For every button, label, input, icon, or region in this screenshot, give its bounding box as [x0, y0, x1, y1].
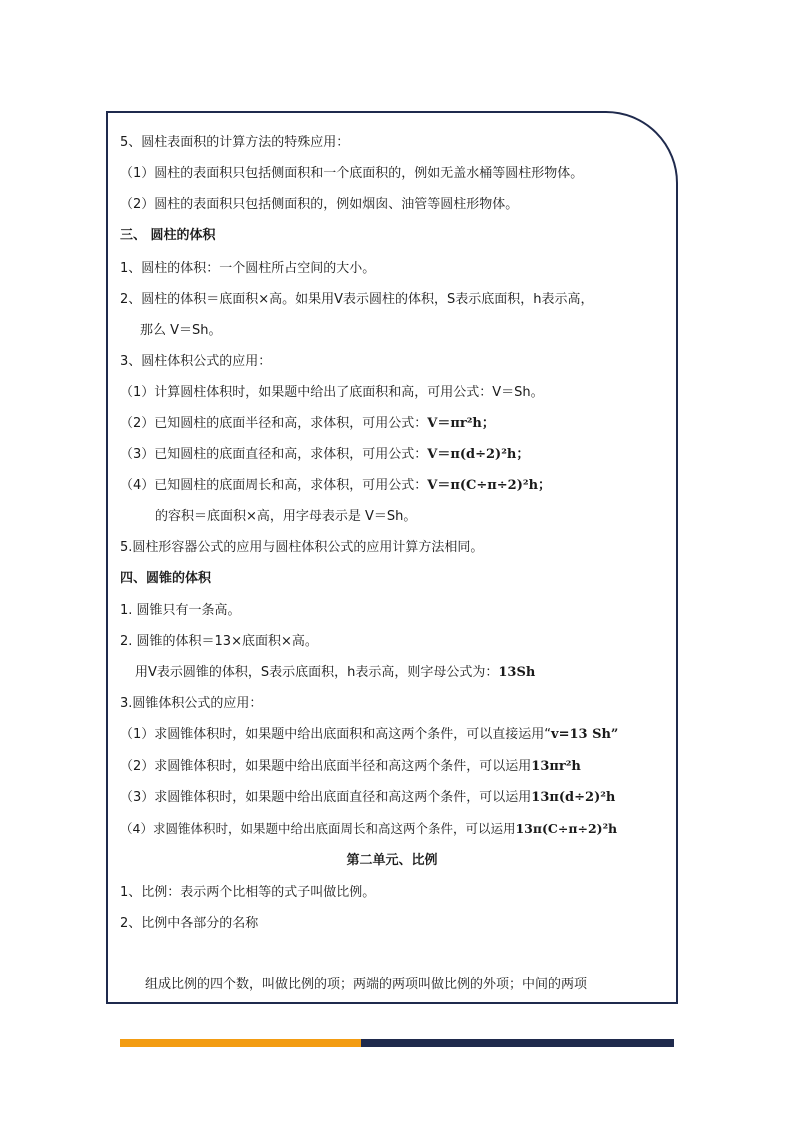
text-line: （1）圆柱的表面积只包括侧面积和一个底面积的，例如无盖水桶等圆柱形物体。 [120, 166, 584, 181]
line-text: 用V表示圆锥的体积，S表示底面积，h表示高，则字母公式为： [135, 665, 499, 680]
text-line: 2、圆柱的体积＝底面积×高。如果用V表示圆柱的体积，S表示底面积，h表示高， [120, 292, 594, 307]
text-line: 5.圆柱形容器公式的应用与圆柱体积公式的应用计算方法相同。 [120, 540, 484, 555]
text-line [120, 415, 495, 433]
text-line: 2. 圆锥的体积＝13×底面积×高。 [120, 634, 318, 649]
text-line: 3.圆锥体积公式的应用： [120, 696, 263, 711]
line-text: （4）求圆锥体积时，如果题中给出底面周长和高这两个条件，可以运用 [120, 821, 516, 836]
line-text: （4）已知圆柱的底面周长和高，求体积，可用公式： [120, 478, 428, 493]
text-line: 1、圆柱的体积：一个圆柱所占空间的大小。 [120, 261, 376, 276]
text-line [120, 820, 617, 838]
line-text: （3）已知圆柱的底面直径和高，求体积，可用公式： [120, 447, 428, 462]
text-line: 1. 圆锥只有一条高。 [120, 603, 241, 618]
text-line: 1、比例：表示两个比相等的式子叫做比例。 [120, 885, 376, 900]
text-line [135, 664, 535, 682]
text-line: 那么 V＝Sh。 [140, 323, 222, 338]
text-line: （1）计算圆柱体积时，如果题中给出了底面积和高，可用公式：V＝Sh。 [120, 385, 544, 400]
formula: 13π(C÷π÷2)²h [515, 821, 618, 836]
formula: 13π(d÷2)²h [531, 790, 616, 805]
formula: 13Sh [498, 665, 536, 680]
text-line: 组成比例的四个数，叫做比例的项；两端的两项叫做比例的外项；中间的两项 [145, 977, 588, 992]
text-line [120, 477, 551, 495]
text-line: 5、圆柱表面积的计算方法的特殊应用： [120, 135, 350, 150]
formula: V＝π(C÷π÷2)²h； [427, 478, 552, 493]
section-heading: 三、 圆柱的体积 [120, 228, 216, 243]
line-text: （1）求圆锥体积时，如果题中给出底面积和高这两个条件，可以直接运用“ [120, 727, 552, 742]
text-line: 2、比例中各部分的名称 [120, 916, 259, 931]
formula: V＝πr²h； [427, 416, 495, 431]
text-line: 3、圆柱体积公式的应用： [120, 354, 272, 369]
line-text: （2）求圆锥体积时，如果题中给出底面半径和高这两个条件，可以运用 [120, 759, 532, 774]
text-line [120, 758, 581, 776]
text-line [120, 726, 618, 744]
text-line [120, 789, 615, 807]
footer-bar-navy [361, 1039, 674, 1047]
formula: V＝π(d÷2)²h； [427, 447, 530, 462]
text-line: （2）圆柱的表面积只包括侧面积的，例如烟囱、油管等圆柱形物体。 [120, 197, 519, 212]
section-heading: 四、圆锥的体积 [120, 571, 212, 586]
unit-heading: 第二单元、比例 [346, 853, 438, 868]
formula: 13πr²h [531, 759, 581, 774]
text-line: 的容积＝底面积×高，用字母表示是 V＝Sh。 [155, 509, 417, 524]
line-text: （2）已知圆柱的底面半径和高，求体积，可用公式： [120, 416, 428, 431]
line-text: （3）求圆锥体积时，如果题中给出底面直径和高这两个条件，可以运用 [120, 790, 532, 805]
text-line [120, 446, 529, 464]
footer-bar-orange [120, 1039, 361, 1047]
formula: v=13 Sh” [551, 727, 619, 742]
